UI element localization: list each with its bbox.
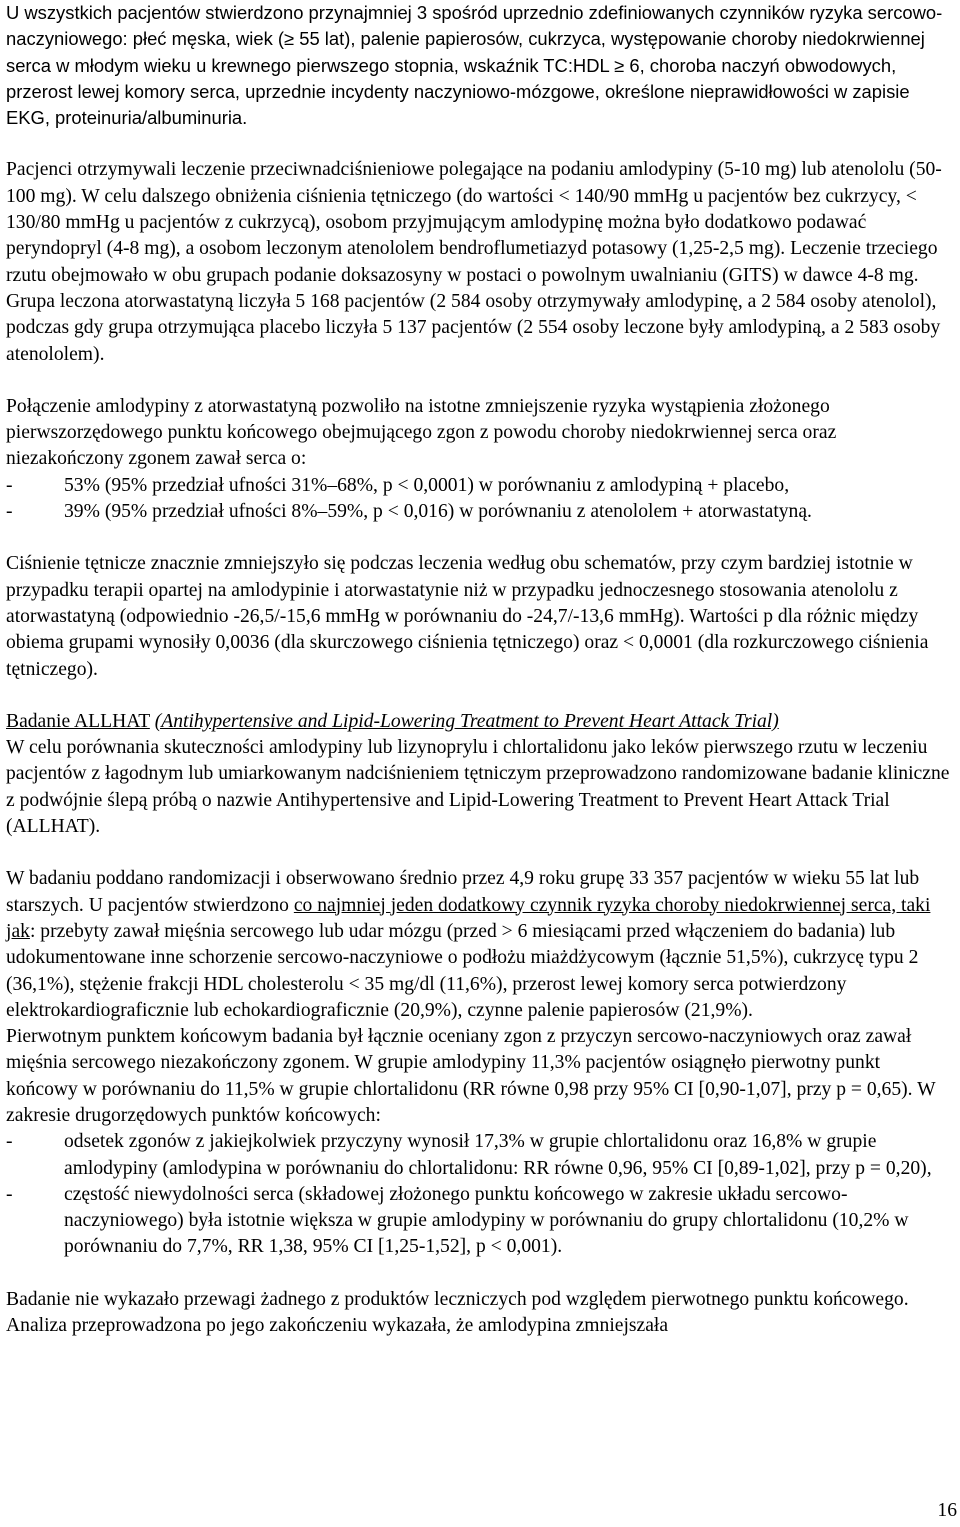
list-item-text: odsetek zgonów z jakiejkolwiek przyczyny wynosił 17,3% w grupie chlortalidonu oraz 16,8% w grupie amlodypiny (amlodypina w porównaniu do chlortalidonu: RR równe 0,96, 95% CI [0,89-1,02], przy p = 0,20), (64, 1131, 932, 1179)
paragraph-blood-pressure: Ciśnienie tętnicze znacznie zmniejszyło się podczas leczenia według obu schematów, przy czym bardziej istotnie w przypadku terapii opartej na amlodypinie i atorwastatynie niż w przypadku jednoczesnego stosowania atenololu z atorwastatyną (odpowiednio -26,5/-15,6 mmHg w porównaniu do -24,7/-13,6 mmHg). Wartości p dla różnic między obiema grupami wynosiły 0,0036 (dla skurczowego ciśnienia tętniczego) oraz < 0,0001 (dla rozkurczowego ciśnienia tętniczego). (6, 553, 929, 680)
population-text-continued: : przebyty zawał mięśnia sercowego lub udar mózgu (przed > 6 miesiącami przed włączeniem do badania) lub udokumentowane inne schorzenie sercowo-naczyniowe o podłożu miażdżycowym (łącznie 51,5%), cukrzycę typu 2 (36,1%), stężenie frakcji HDL cholesterolu < 35 mg/dl (11,6%), przerost lewej komory serca potwierdzony elektrokardiograficznie lub echokardiograficznie (20,9%), czynne palenie papierosów (21,9%). (6, 920, 919, 1021)
allhat-heading: Badanie ALLHAT (6, 710, 150, 732)
population-text: W badaniu poddano randomizacji i obserwowano średnio przez 4,9 roku grupę 33 357 pacjentów w wieku 55 lat lub starszych. U pacjentów stwierdzono (6, 868, 920, 916)
paragraph-gap (6, 368, 952, 394)
paragraph-risk-factors: U wszystkich pacjentów stwierdzono przynajmniej 3 spośród uprzednio zdefiniowanych czynników ryzyka sercowo-naczyniowego: płeć męska, wiek (≥ 55 lat), palenie papierosów, cukrzyca, występowanie choroby niedokrwiennej serca w młodym wieku u krewnego pierwszego stopnia, wskaźnik TC:HDL ≥ 6, choroba naczyń obwodowych, przerost lewej komory serca, uprzednie incydenty naczyniowo-mózgowe, określone nieprawidłowości w zapisie EKG, proteinuria/albuminuria. (6, 2, 943, 129)
paragraph-allhat-population (6, 866, 952, 1024)
list-dash: - (6, 474, 13, 496)
paragraph-gap (6, 683, 952, 709)
paragraph-gap (6, 1261, 952, 1287)
list-item (6, 1129, 952, 1182)
list-dash: - (6, 501, 13, 523)
population-underlined-text: co najmniej jeden dodatkowy czynnik ryzyka choroby niedokrwiennej serca, taki jak (6, 894, 931, 942)
paragraph-treatment: Pacjenci otrzymywali leczenie przeciwnadciśnieniowe polegające na podaniu amlodypiny (5-10 mg) lub atenololu (50-100 mg). W celu dalszego obniżenia ciśnienia tętniczego (do wartości < 140/90 mmHg u pacjentów bez cukrzycy, < 130/80 mmHg u pacjentów z cukrzycą), osobom przyjmującym amlodypinę można było dodatkowo podawać peryndopryl (4-8 mg), a osobom leczonym atenololem bendroflumetiazyd potasowy (1,25-2,5 mg). Leczenie trzeciego rzutu obejmowało w obu grupach podanie doksazosyny w postaci o powolnym uwalnianiu (GITS) w dawce 4-8 mg. Grupa leczona atorwastatyną liczyła 5 168 pacjentów (2 584 osoby otrzymywały amlodypinę, a 2 584 osoby atenolol), podczas gdy grupa otrzymująca placebo liczyła 5 137 pacjentów (2 554 osoby leczone były amlodypiną, a 2 583 osoby atenololem). (6, 159, 942, 365)
allhat-heading-fullname: (Antihypertensive and Lipid-Lowering Treatment to Prevent Heart Attack Trial) (154, 710, 779, 732)
list-item (6, 1182, 952, 1261)
list-dash: - (6, 1183, 13, 1205)
list-item-text: 39% (95% przedział ufności 8%–59%, p < 0,016) w porównaniu z atenololem + atorwastatyną. (64, 501, 812, 523)
paragraph-gap (6, 525, 952, 551)
list-item (6, 473, 952, 499)
paragraph-gap (6, 131, 952, 157)
paragraph-allhat-intro: W celu porównania skuteczności amlodypiny lub lizynoprylu i chlortalidonu jako leków pierwszego rzutu w leczeniu pacjentów z łagodnym lub umiarkowanym nadciśnieniem tętniczym przeprowadzono randomizowane badanie kliniczne z podwójnie ślepą próbą o nazwie Antihypertensive and Lipid-Lowering Treatment to Prevent Heart Attack Trial (ALLHAT). (6, 737, 950, 838)
paragraph-allhat-endpoints: Pierwotnym punktem końcowym badania był łącznie oceniany zgon z przyczyn sercowo-naczyniowych oraz zawał mięśnia sercowego niezakończony zgonem. W grupie amlodypiny 11,3% pacjentów osiągnęło pierwotny punkt końcowy w porównaniu do 11,5% w grupie chlortalidonu (RR równe 0,98 przy 95% CI [0,90-1,07], przy p = 0,65). W zakresie drugorzędowych punktów końcowych: (6, 1026, 936, 1126)
list-dash: - (6, 1131, 13, 1153)
page-number: 16 (937, 1500, 957, 1521)
paragraph-gap (6, 840, 952, 866)
list-item-text: 53% (95% przedział ufności 31%–68%, p < 0,0001) w porównaniu z amlodypiną + placebo, (64, 474, 790, 496)
paragraph-conclusion: Badanie nie wykazało przewagi żadnego z produktów leczniczych pod względem pierwotnego punktu końcowego. Analiza przeprowadzona po jego zakończeniu wykazała, że amlodypina zmniejszała (6, 1288, 909, 1337)
section-heading-allhat (6, 709, 952, 735)
list-item (6, 499, 952, 525)
paragraph-combination-results: Połączenie amlodypiny z atorwastatyną pozwoliło na istotne zmniejszenie ryzyka wystąpienia złożonego pierwszorzędowego punktu końcowego obejmującego zgon z powodu choroby niedokrwiennej serca oraz niezakończony zgonem zawał serca o: (6, 395, 837, 470)
list-item-text: częstość niewydolności serca (składowej złożonego punktu końcowego w zakresie układu sercowo-naczyniowego) była istotnie większa w grupie amlodypiny w porównaniu do grupy chlortalidonu (10,2% w porównaniu do 7,7%, RR 1,38, 95% CI [1,25-1,52], p < 0,001). (64, 1183, 909, 1258)
document-page (6, 0, 952, 1339)
